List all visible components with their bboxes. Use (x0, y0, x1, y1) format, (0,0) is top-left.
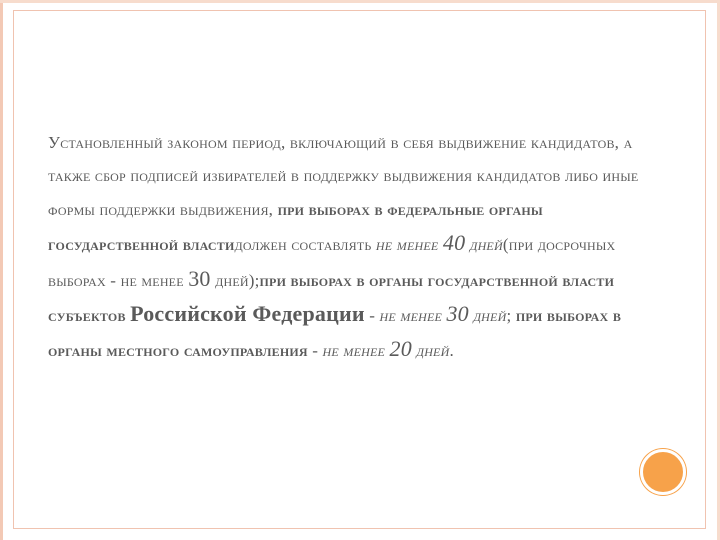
left-accent-bar (0, 0, 3, 540)
paragraph-min-30-value: 30 (446, 301, 469, 327)
paragraph-early-30-value: 30 (188, 265, 211, 291)
paragraph-russian-federation: Российской Федерации (130, 301, 365, 327)
paragraph-intro: Установленный законом период, включающий в себя выдвижение кандидатов, а также сбор подписей избирателей в поддержку выдвижения кандидатов либо иные формы поддержки выдвижения, (48, 133, 639, 219)
paragraph-early-days: дней); (215, 270, 260, 290)
paragraph-min-40-days: дней (469, 235, 503, 255)
paragraph-early: (при досрочных выборах - не менее (48, 235, 616, 290)
paragraph-min-20-days: дней (416, 341, 450, 361)
paragraph-period: . (449, 341, 454, 361)
paragraph-min-20-value: 20 (389, 336, 412, 362)
paragraph-min-30-label: не менее (379, 306, 443, 326)
paragraph-min-40-label: не менее (375, 235, 439, 255)
paragraph-dash-2: - (312, 341, 319, 361)
top-accent-bar (0, 0, 720, 3)
paragraph-min-30-days: дней (473, 306, 507, 326)
paragraph-dash-1: - (369, 306, 376, 326)
paragraph-local: при выборах в органы местного самоуправления (48, 306, 622, 361)
body-paragraph (48, 126, 668, 368)
paragraph-semicolon: ; (506, 306, 512, 326)
paragraph-regional: при выборах в органы государственной власти субъектов (48, 270, 615, 326)
paragraph-min-40-value: 40 (442, 230, 466, 256)
orange-dot-decoration (640, 449, 686, 495)
paragraph-federal: при выборах в федеральные органы государственной власти (48, 199, 543, 255)
paragraph-min-20-label: не менее (322, 341, 386, 361)
paragraph-must: должен составлять (234, 235, 372, 255)
